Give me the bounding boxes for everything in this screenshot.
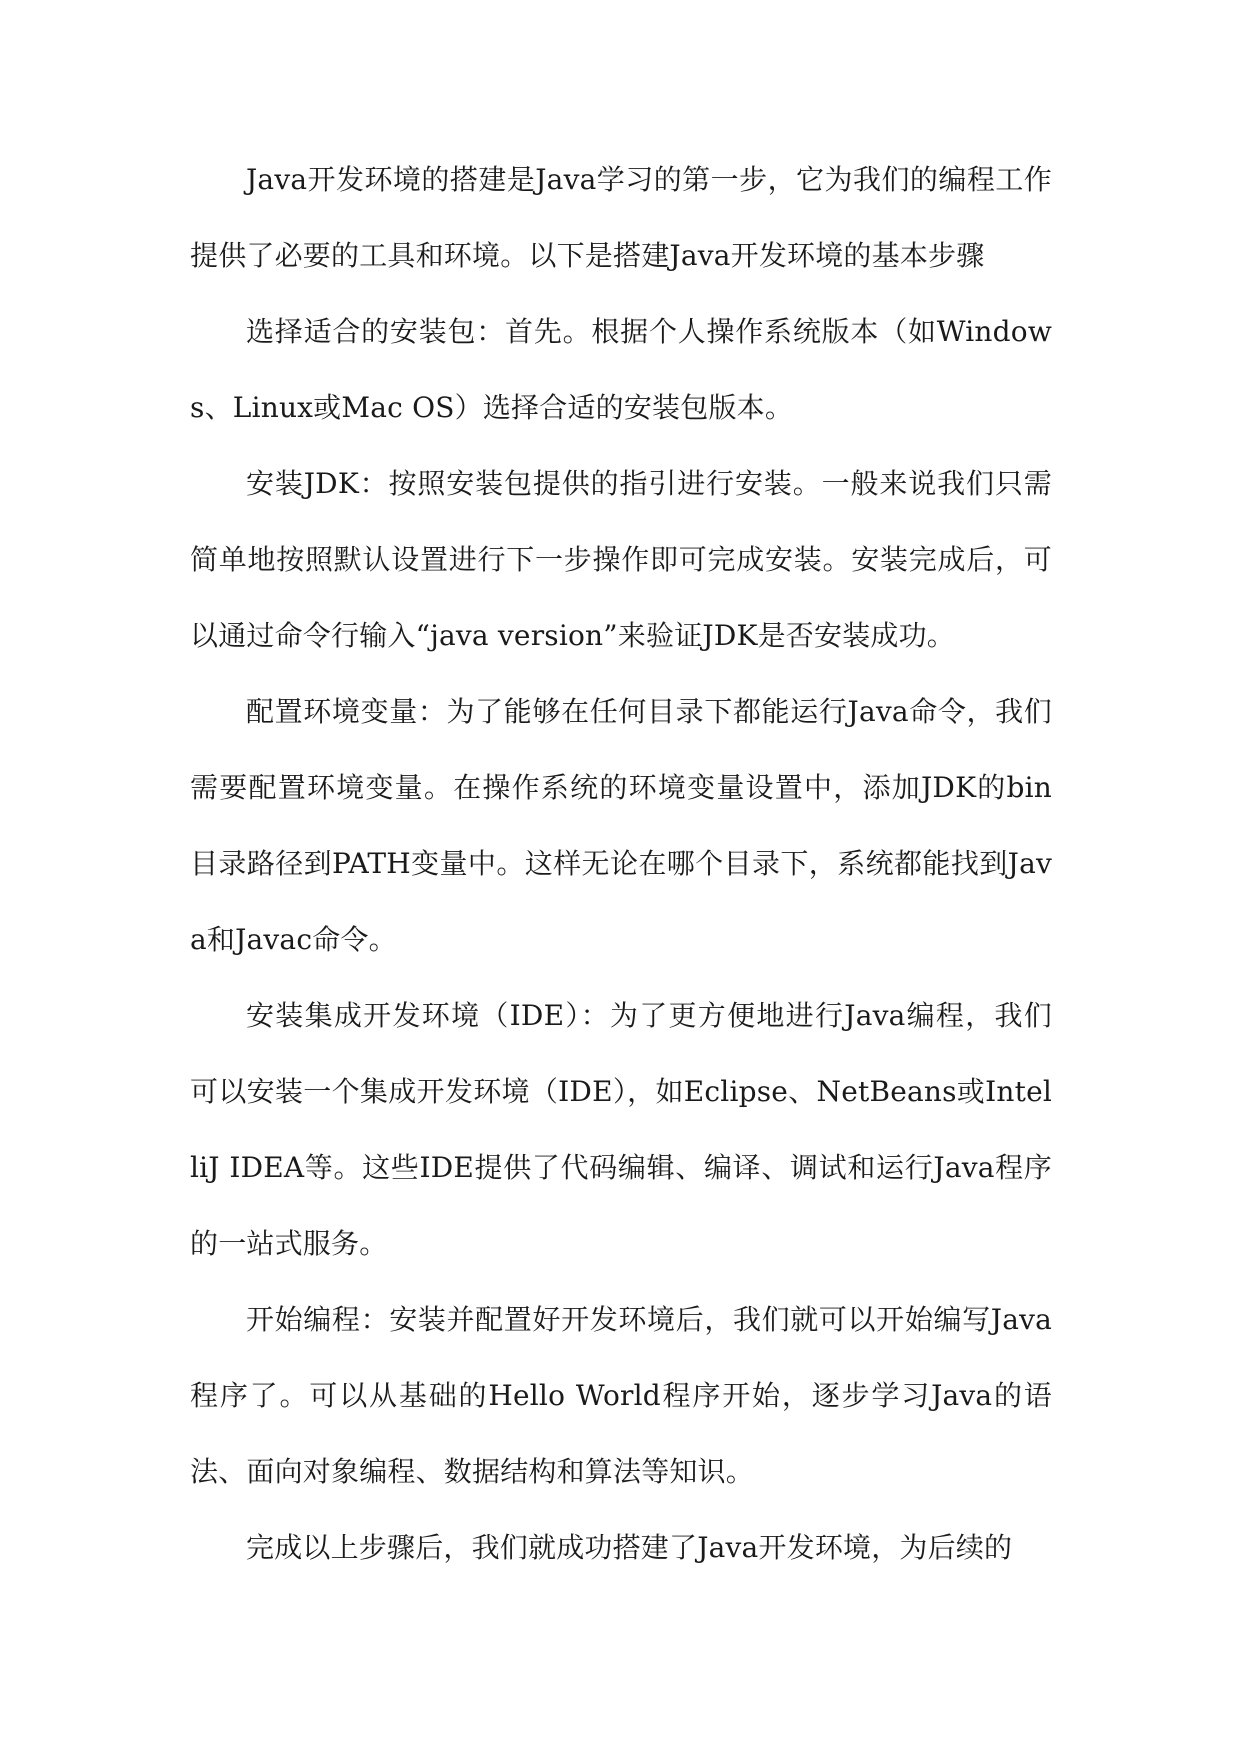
paragraph-conclusion: 完成以上步骤后，我们就成功搭建了Java开发环境，为后续的 [246, 1531, 1013, 1564]
paragraph-configure-env: 配置环境变量：为了能够在任何目录下都能运行Java命令，我们需要配置环境变量。在操作系统的环境变量设置中，添加JDK的bin目录路径到PATH变量中。这样无论在哪个目录下，系统都能找到Java和Javac命令。 [190, 695, 1052, 956]
document-body [190, 142, 1052, 1586]
paragraph-choose-package: 选择适合的安装包：首先。根据个人操作系统版本（如Windows、Linux或Mac OS）选择合适的安装包版本。 [190, 315, 1052, 424]
paragraph-start-coding: 开始编程：安装并配置好开发环境后，我们就可以开始编写Java程序了。可以从基础的Hello World程序开始，逐步学习Java的语法、面向对象编程、数据结构和算法等知识。 [190, 1303, 1052, 1488]
paragraph-install-ide: 安装集成开发环境（IDE）：为了更方便地进行Java编程，我们可以安装一个集成开发环境（IDE），如Eclipse、NetBeans或IntelliJ IDEA等。这些IDE提供了代码编辑、编译、调试和运行Java程序的一站式服务。 [190, 999, 1052, 1260]
paragraph-intro: Java开发环境的搭建是Java学习的第一步，它为我们的编程工作提供了必要的工具和环境。以下是搭建Java开发环境的基本步骤 [190, 163, 1052, 272]
paragraph-install-jdk: 安装JDK：按照安装包提供的指引进行安装。一般来说我们只需简单地按照默认设置进行下一步操作即可完成安装。安装完成后，可以通过命令行输入“java version”来验证JDK是否安装成功。 [190, 467, 1052, 652]
